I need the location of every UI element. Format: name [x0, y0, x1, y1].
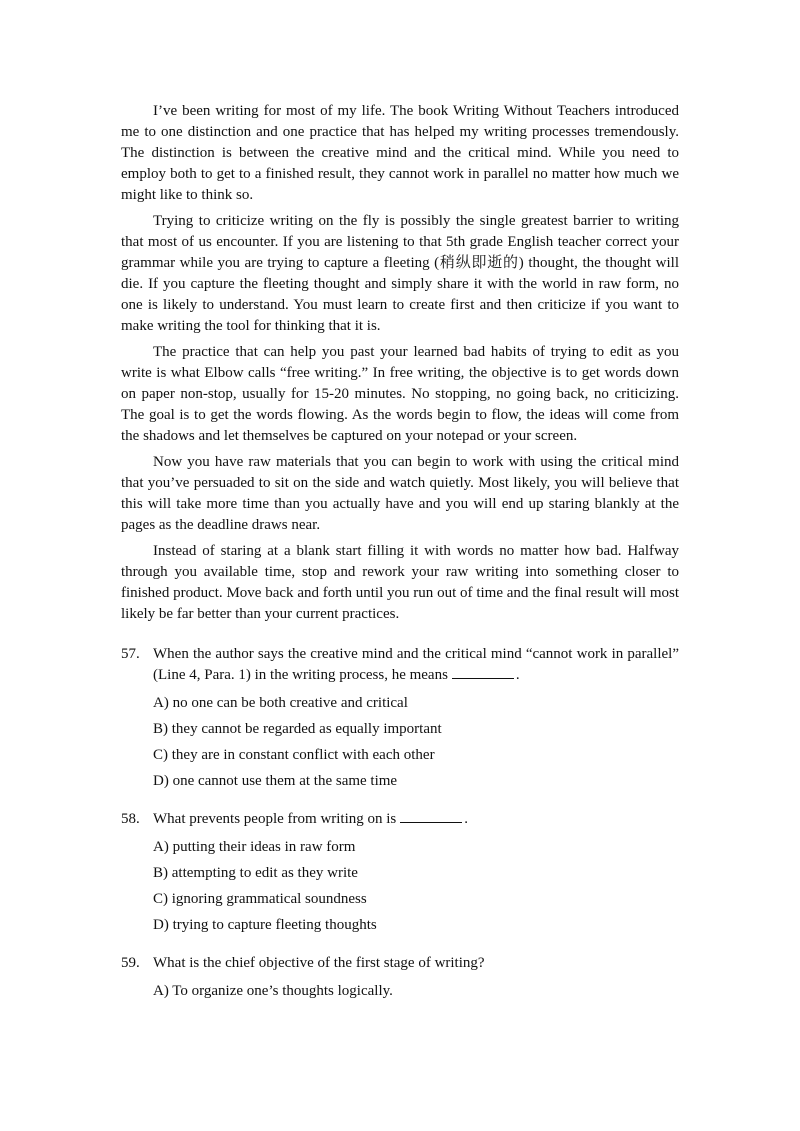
question-number: 57. [121, 646, 140, 662]
question-stem [153, 809, 679, 830]
option-a[interactable]: A) putting their ideas in raw form [153, 839, 356, 855]
question-stem [153, 644, 679, 686]
question-stem [153, 953, 679, 974]
option-c[interactable]: C) they are in constant conflict with each other [153, 747, 435, 763]
option-b[interactable]: B) they cannot be regarded as equally important [153, 721, 442, 737]
passage-paragraph: Trying to criticize writing on the fly is possibly the single greatest barrier to writing that most of us encounter. If you are listening to that 5th grade English teacher correct your grammar while you are trying to capture a fleeting (稍纵即逝的) thought, the thought will die. If you capture the fleeting thought and simply share it with the world in raw form, no one is likely to understand. You must learn to create first and then criticize if you want to make writing the tool for thinking that it is. [121, 213, 679, 334]
option-a[interactable]: A) To organize one’s thoughts logically. [153, 983, 393, 999]
question-text: What is the chief objective of the first stage of writing? [153, 955, 485, 971]
question-number: 59. [121, 955, 140, 971]
option-c[interactable]: C) ignoring grammatical soundness [153, 891, 367, 907]
exam-page [121, 101, 679, 1019]
question-58 [121, 809, 679, 938]
answer-options [153, 834, 679, 938]
reading-passage [121, 101, 679, 625]
option-b[interactable]: B) attempting to edit as they write [153, 865, 358, 881]
question-text: What prevents people from writing on is [153, 811, 397, 827]
option-d[interactable]: D) trying to capture fleeting thoughts [153, 917, 377, 933]
question-number: 58. [121, 811, 140, 827]
answer-options [153, 978, 679, 1004]
answer-options [153, 690, 679, 794]
passage-paragraph: The practice that can help you past your learned bad habits of trying to edit as you write is what Elbow calls “free writing.” In free writing, the objective is to get words down on paper non-stop, usually for 15-20 minutes. No stopping, no going back, no criticizing. The goal is to get the words flowing. As the words begin to flow, the ideas will come from the shadows and let themselves be captured on your notepad or your screen. [121, 344, 679, 444]
answer-blank [452, 665, 514, 679]
question-end: . [515, 667, 520, 683]
answer-blank [400, 809, 462, 823]
question-59 [121, 953, 679, 1004]
option-d[interactable]: D) one cannot use them at the same time [153, 773, 398, 789]
option-a[interactable]: A) no one can be both creative and critical [153, 695, 408, 711]
passage-paragraph: Now you have raw materials that you can begin to work with using the critical mind that you’ve persuaded to sit on the side and watch quietly. Most likely, you will believe that this will take more time than you actually have and you will end up staring blankly at the pages as the deadline draws near. [121, 454, 679, 533]
question-text: When the author says the creative mind and the critical mind “cannot work in parallel” (Line 4, Para. 1) in the writing process, he means [153, 646, 679, 683]
question-end: . [464, 811, 469, 827]
passage-paragraph: Instead of staring at a blank start filling it with words no matter how bad. Halfway through you available time, stop and rework your raw writing into something closer to finished product. Move back and forth until you run out of time and the final result will most likely be far better than your current practices. [121, 543, 679, 622]
question-list [121, 644, 679, 1004]
passage-paragraph: I’ve been writing for most of my life. The book Writing Without Teachers introduced me to one distinction and one practice that has helped my writing processes tremendously. The distinction is between the creative mind and the critical mind. While you need to employ both to get to a finished result, they cannot work in parallel no matter how much we might like to think so. [121, 103, 679, 203]
question-57 [121, 644, 679, 794]
